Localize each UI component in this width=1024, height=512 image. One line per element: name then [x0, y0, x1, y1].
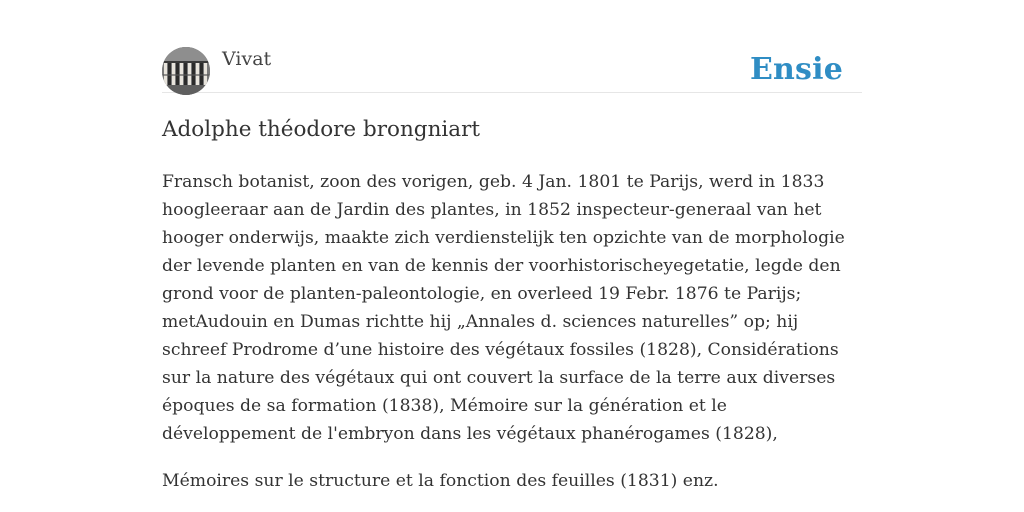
page: [162, 0, 862, 512]
header: [162, 46, 862, 93]
author-link[interactable]: Vivat: [222, 48, 272, 70]
bookshelf-avatar-icon: [162, 47, 210, 95]
article-paragraph-1: Fransch botanist, zoon des vorigen, geb. 4 Jan. 1801 te Parijs, werd in 1833 hoogleeraar aan de Jardin des plantes, in 1852 inspecteur-generaal van het hooger onderwijs, maakte zich verdienstelijk ten opzichte van de morphologie der levende planten en van de kennis der voorhistorischeyegetatie, legde den grond voor de planten-paleontologie, en overleed 19 Febr. 1876 te Parijs; metAudouin en Dumas richtte hij „Annales d. sciences naturelles” op; hij schreef Prodrome d’une histoire des végétaux fossiles (1828), Considérations sur la nature des végétaux qui ont couvert la surface de la terre aux diverses époques de sa formation (1838), Mémoire sur la génération et le développement de l'embryon dans les végétaux phanérogames (1828),: [162, 172, 845, 444]
avatar[interactable]: [162, 47, 210, 95]
page-title: Adolphe théodore brongniart: [162, 117, 481, 142]
article-paragraph-2: Mémoires sur le structure et la fonction des feuilles (1831) enz.: [162, 471, 719, 491]
brand-logo-link[interactable]: Ensie: [749, 52, 843, 87]
